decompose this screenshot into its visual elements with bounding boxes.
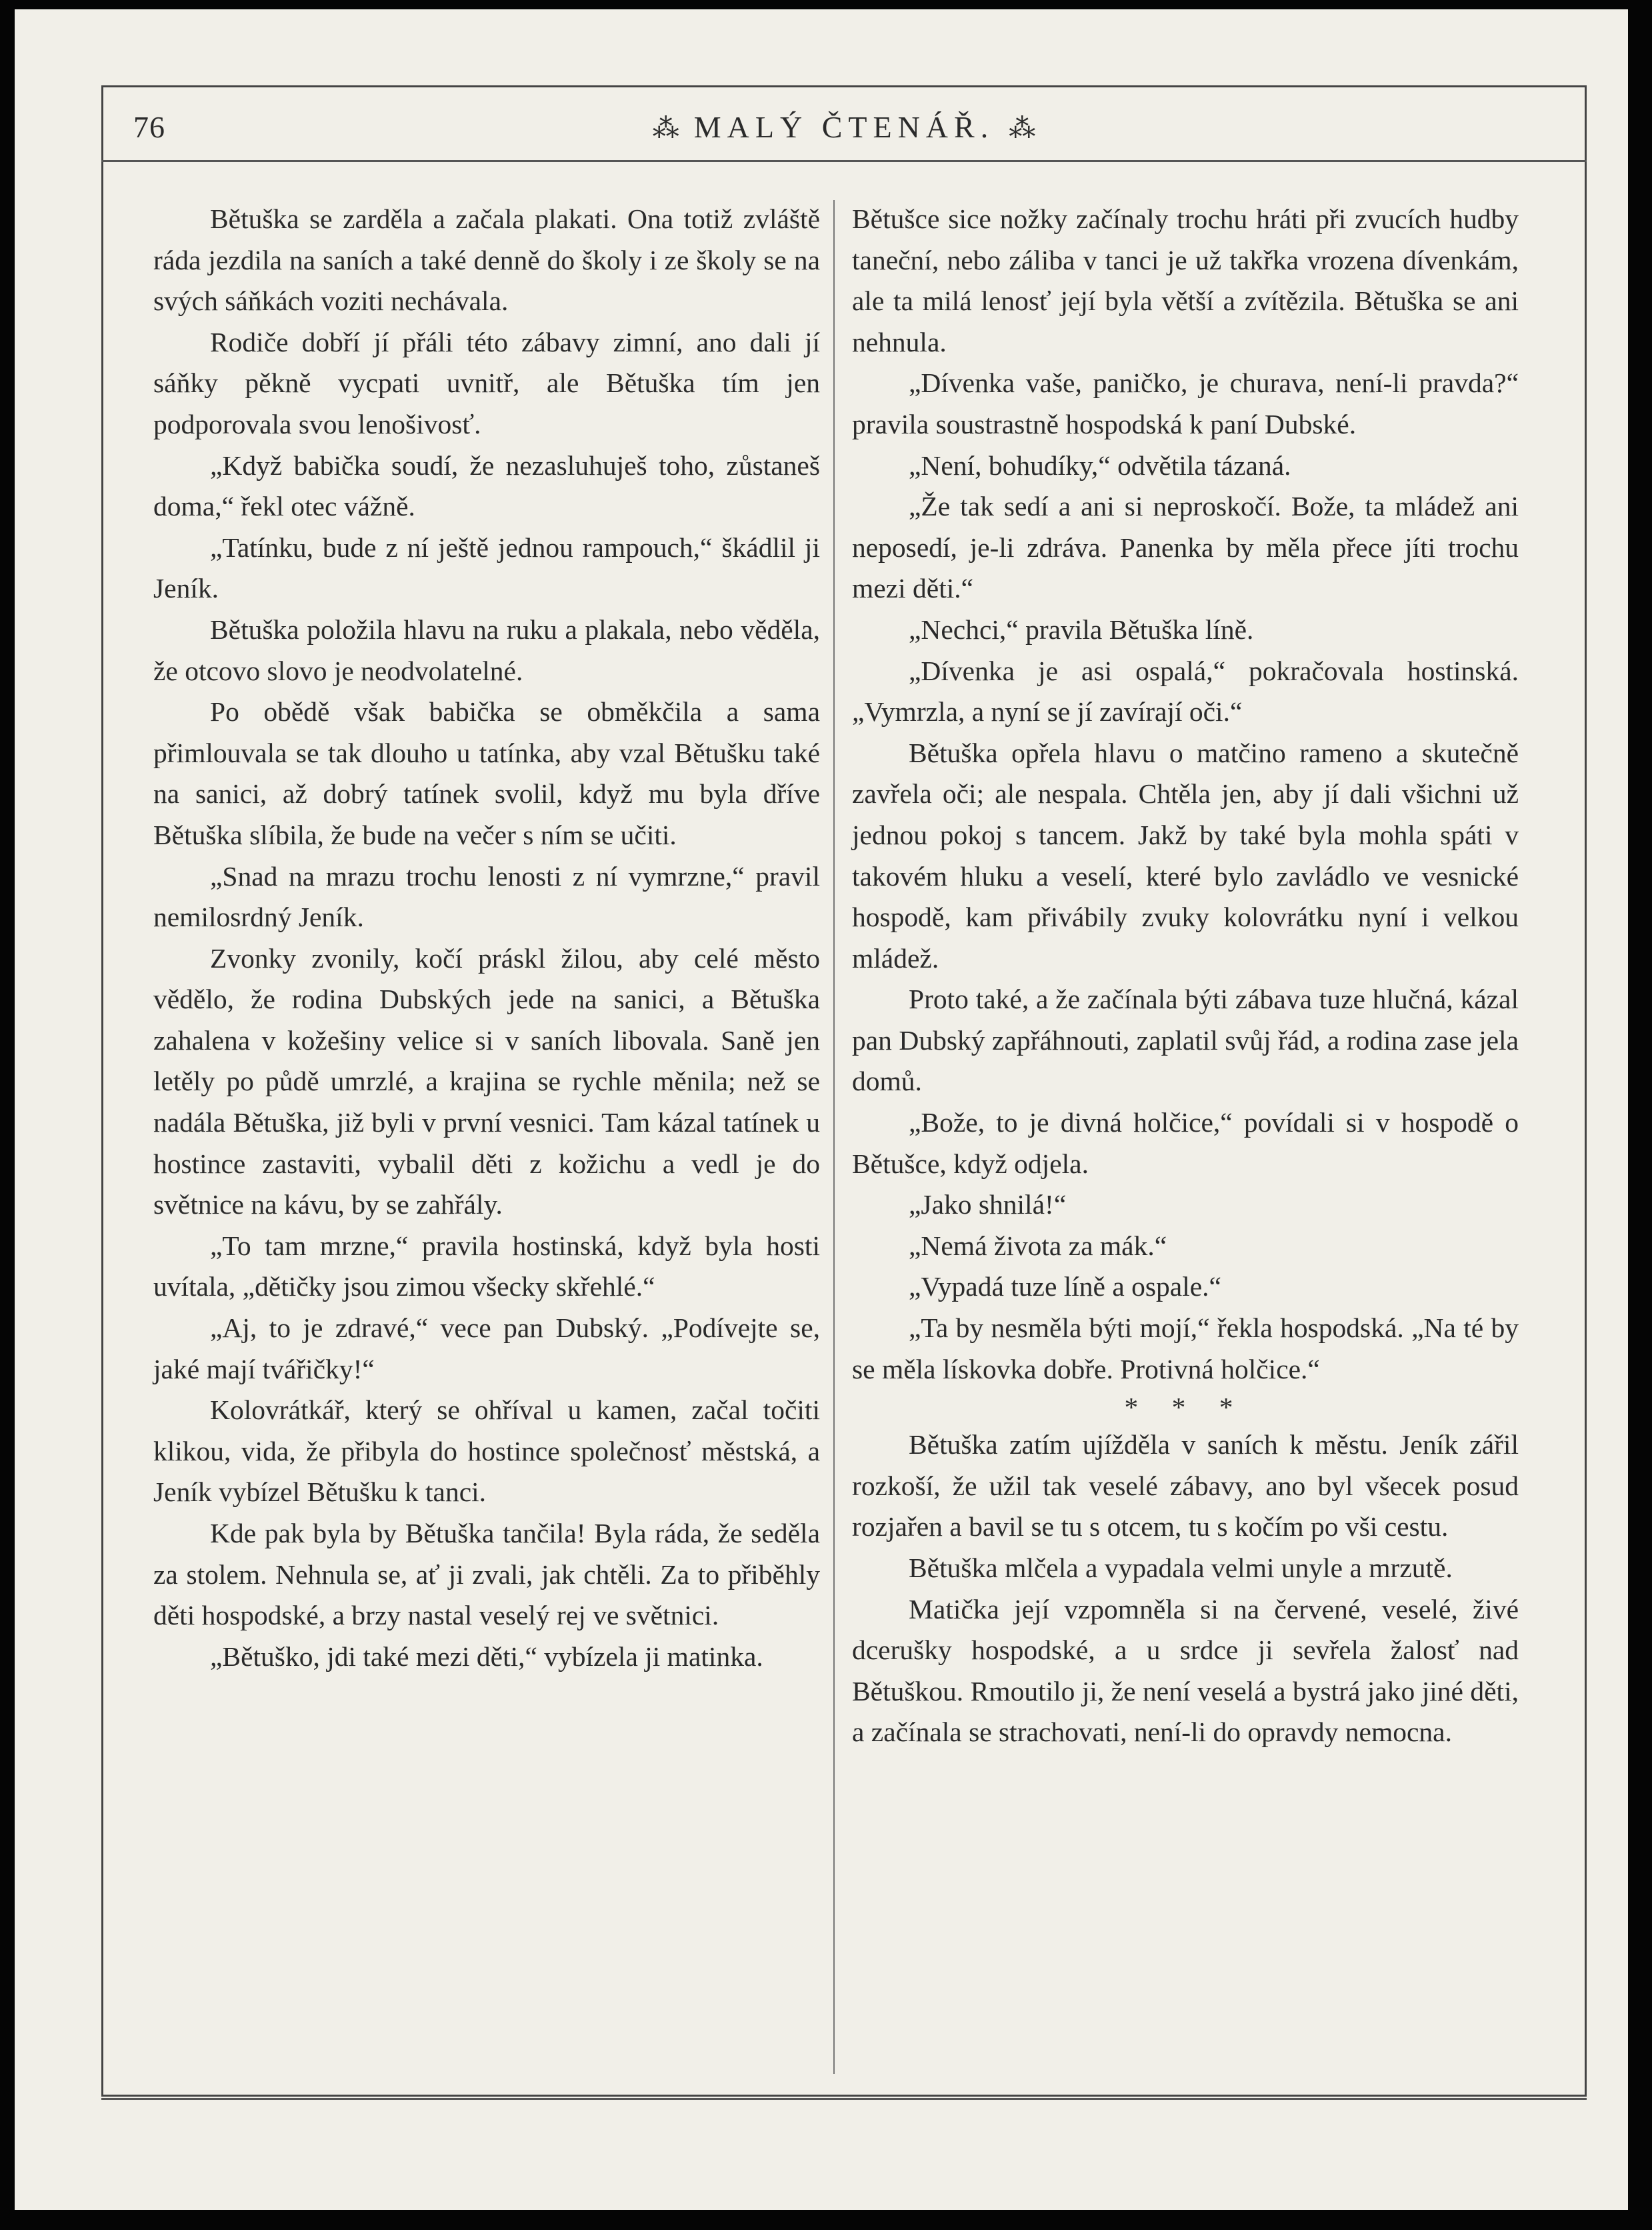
paragraph: „Že tak sedí a ani si neproskočí. Bože, ta mládež ani neposedí, je-li zdráva. Panenka by měla přece jíti trochu mezi děti.“ <box>852 491 1519 604</box>
ornament-left-icon: ⁂ <box>652 113 679 143</box>
paragraph: Kde pak byla by Bětuška tančila! Byla ráda, že seděla za stolem. Nehnula se, ať ji zvali, jak chtěli. Za to přiběhly děti hospodské, a brzy nastal veselý rej ve světnici. <box>153 1518 820 1631</box>
left-column <box>153 199 820 1677</box>
running-title <box>101 109 1587 145</box>
paragraph: „To tam mrzne,“ pravila hostinská, když byla hosti uvítala, „dětičky jsou zimou všecky skřehlé.“ <box>153 1230 820 1302</box>
journal-title: MALÝ ČTENÁŘ. <box>693 110 995 144</box>
page-number: 76 <box>133 110 165 144</box>
paragraph-continued: Bětušce sice nožky začínaly trochu hráti při zvucích hudby taneční, nebo záliba v tanci je už takřka vrozena dívenkám, ale ta milá lenosť její byla větší a zvítězila. Bětuška se ani nehnula. <box>852 203 1519 357</box>
running-header <box>101 100 1587 153</box>
paragraph: Bětuška se zarděla a začala plakati. Ona totiž zvláště ráda jezdila na saních a také denně do školy i ze školy se na svých sáňkách voziti nechávala. <box>153 203 820 317</box>
paragraph: Bětuška zatím ujížděla v saních k městu. Jeník zářil rozkoší, že užil tak veselé zábavy, ano byl všecek posud rozjařen a bavil se tu s otcem, tu s kočím po vši cestu. <box>852 1429 1519 1542</box>
paragraph: „Ta by nesměla býti mojí,“ řekla hospodská. „Na té by se měla lískovka dobře. Protivná holčice.“ <box>852 1312 1519 1384</box>
column-divider <box>833 200 835 2074</box>
paragraph: Bětuška mlčela a vypadala velmi unyle a mrzutě. <box>909 1552 1453 1583</box>
paragraph: „Bože, to je divná holčice,“ povídali si v hospodě o Bětušce, když odjela. <box>852 1107 1519 1179</box>
paragraph: Po obědě však babička se obměkčila a sama přimlouvala se tak dlouho u tatínka, aby vzal Bětušku také na sanici, až dobrý tatínek svolil, když mu byla dříve Bětuška slíbila, že bude na večer s ním se učiti. <box>153 696 820 850</box>
paragraph: Rodiče dobří jí přáli této zábavy zimní, ano dali jí sáňky pěkně vycpati uvnitř, ale Bětuška tím jen podporovala svou lenošivosť. <box>153 326 820 439</box>
footer-rule <box>101 2098 1587 2100</box>
paragraph: „Nemá života za mák.“ <box>909 1230 1167 1261</box>
paragraph: „Aj, to je zdravé,“ vece pan Dubský. „Podívejte se, jaké mají tvářičky!“ <box>153 1312 820 1384</box>
paragraph: Matička její vzpomněla si na červené, veselé, živé dcerušky hospodské, a u srdce ji sevřela žalosť nad Bětuškou. Rmoutilo ji, že není veselá a bystrá jako jiné děti, a začínala se strachovati, není-li do opravdy nemocna. <box>852 1593 1519 1748</box>
paragraph: Kolovrátkář, který se ohříval u kamen, začal točiti klikou, vida, že přibyla do hostince společnosť městská, a Jeník vybízel Bětušku k tanci. <box>153 1394 820 1508</box>
paragraph: „Dívenka vaše, paničko, je churava, není-li pravda?“ pravila soustrastně hospodská k paní Dubské. <box>852 367 1519 439</box>
ornament-right-icon: ⁂ <box>1009 113 1036 143</box>
paragraph: Proto také, a že začínala býti zábava tuze hlučná, kázal pan Dubský zapřáhnouti, zaplatil svůj řád, a rodina zase jela domů. <box>852 984 1519 1097</box>
paragraph: „Dívenka je asi ospalá,“ pokračovala hostinská. „Vymrzla, a nyní se jí zavírají oči.“ <box>852 655 1519 728</box>
paragraph: „Vypadá tuze líně a ospale.“ <box>909 1271 1221 1302</box>
paragraph: „Když babička soudí, že nezasluhuješ toho, zůstaneš doma,“ řekl otec vážně. <box>153 449 820 522</box>
paragraph: „Jako shnilá!“ <box>909 1189 1067 1220</box>
right-column <box>852 199 1519 1753</box>
paragraph: „Bětuško, jdi také mezi děti,“ vybízela ji matinka. <box>210 1640 763 1672</box>
section-separator: * * * <box>1124 1392 1247 1423</box>
paragraph: Zvonky zvonily, kočí práskl žilou, aby celé město vědělo, že rodina Dubských jede na sanici, a Bětuška zahalena v kožešiny velice si v saních libovala. Saně jen letěly po půdě umrzlé, a krajina se rychle měnila; než se nadála Bětuška, již byli v první vesnici. Tam kázal tatínek u hostince zastaviti, vybalil děti z kožichu a vedl je do světnice na kávu, by se zahřály. <box>153 942 820 1220</box>
paragraph: Bětuška položila hlavu na ruku a plakala, nebo věděla, že otcovo slovo je neodvolatelné. <box>153 614 820 686</box>
paragraph: „Snad na mrazu trochu lenosti z ní vymrzne,“ pravil nemilosrdný Jeník. <box>153 860 820 933</box>
paragraph: „Není, bohudíky,“ odvětila tázaná. <box>909 449 1291 481</box>
header-rule <box>101 160 1587 162</box>
paragraph: Bětuška opřela hlavu o matčino rameno a skutečně zavřela oči; ale nespala. Chtěla jen, aby jí dali všichni už jednou pokoj s tancem. Jakž by také byla mohla spáti v takovém hluku a veselí, které bylo zavládlo ve vesnické hospodě, kam přivábily zvuky kolovrátku nyní i velkou mládež. <box>852 737 1519 974</box>
paragraph: „Tatínku, bude z ní ještě jednou rampouch,“ škádlil ji Jeník. <box>153 531 820 604</box>
paragraph: „Nechci,“ pravila Bětuška líně. <box>909 614 1254 645</box>
